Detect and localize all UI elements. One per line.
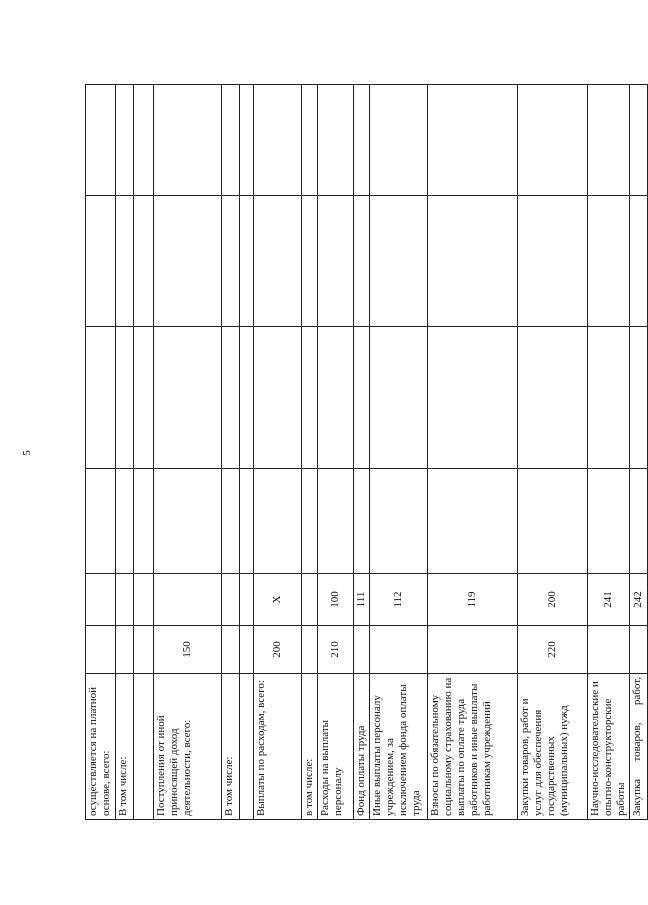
row-name: в том числе:	[302, 674, 318, 820]
row-value-cell	[134, 469, 154, 574]
row-value-cell	[154, 327, 222, 469]
row-value-cell	[222, 327, 240, 469]
row-line-code	[588, 626, 630, 674]
row-classification-code: 119	[428, 574, 518, 626]
row-value-cell	[518, 469, 588, 574]
row-value-cell	[240, 196, 254, 327]
row-line-code	[222, 626, 240, 674]
row-classification-code	[154, 574, 222, 626]
row-classification-code	[240, 574, 254, 626]
row-line-code	[116, 626, 134, 674]
table-row	[134, 85, 154, 820]
row-value-cell	[222, 196, 240, 327]
row-value-cell	[354, 469, 370, 574]
row-value-cell	[302, 327, 318, 469]
row-value-cell	[240, 469, 254, 574]
table-row	[370, 85, 428, 820]
row-name: Поступления от иной приносящей доход деятельности, всего:	[154, 674, 222, 820]
row-classification-code	[134, 574, 154, 626]
row-name	[134, 674, 154, 820]
table-row	[518, 85, 588, 820]
row-value-cell	[630, 327, 648, 469]
row-value-cell	[154, 196, 222, 327]
row-value-cell	[370, 196, 428, 327]
table-row	[354, 85, 370, 820]
table-row	[588, 85, 630, 820]
row-value-cell	[354, 327, 370, 469]
row-value-cell	[588, 469, 630, 574]
row-value-cell	[154, 469, 222, 574]
row-value-cell	[630, 469, 648, 574]
row-line-code: 150	[154, 626, 222, 674]
row-value-cell	[518, 196, 588, 327]
row-value-cell	[86, 327, 116, 469]
row-value-cell	[428, 469, 518, 574]
row-line-code	[370, 626, 428, 674]
row-value-cell	[370, 85, 428, 196]
row-name: Взносы по обязательному социальному страхованию на выплаты по оплате труда работников и иные выплаты работникам учреждений	[428, 674, 518, 820]
row-value-cell	[428, 196, 518, 327]
row-name: осуществляется на платной основе, всего:	[86, 674, 116, 820]
row-name: Закупка товаров, работ,	[630, 674, 648, 820]
row-value-cell	[116, 196, 134, 327]
row-classification-code: 112	[370, 574, 428, 626]
row-value-cell	[302, 469, 318, 574]
row-name: В том числе:	[222, 674, 240, 820]
row-value-cell	[318, 85, 354, 196]
row-value-cell	[370, 469, 428, 574]
row-line-code: 220	[518, 626, 588, 674]
row-value-cell	[134, 327, 154, 469]
row-name: Иные выплаты персоналу учреждением, за исключением фонда оплаты труда	[370, 674, 428, 820]
table-row	[630, 85, 648, 820]
table-row	[154, 85, 222, 820]
row-value-cell	[86, 469, 116, 574]
row-value-cell	[254, 327, 302, 469]
table-row	[302, 85, 318, 820]
row-value-cell	[518, 85, 588, 196]
row-classification-code: 241	[588, 574, 630, 626]
row-value-cell	[116, 327, 134, 469]
page-number: 5	[20, 450, 33, 456]
row-value-cell	[222, 85, 240, 196]
row-value-cell	[518, 327, 588, 469]
row-name: Закупки товаров, работ и услуг для обеспечения государственных (муниципальных) нужд	[518, 674, 588, 820]
row-value-cell	[588, 196, 630, 327]
row-name: Выплаты по расходам, всего:	[254, 674, 302, 820]
row-line-code	[86, 626, 116, 674]
row-line-code	[302, 626, 318, 674]
row-value-cell	[630, 85, 648, 196]
row-value-cell	[240, 85, 254, 196]
row-value-cell	[630, 196, 648, 327]
row-classification-code: 111	[354, 574, 370, 626]
row-classification-code	[86, 574, 116, 626]
row-value-cell	[428, 85, 518, 196]
row-line-code	[134, 626, 154, 674]
table-row	[254, 85, 302, 820]
row-value-cell	[354, 85, 370, 196]
row-classification-code	[222, 574, 240, 626]
row-value-cell	[134, 196, 154, 327]
row-value-cell	[302, 196, 318, 327]
budget-table-area	[85, 85, 644, 820]
row-name: Расходы на выплаты персоналу	[318, 674, 354, 820]
row-value-cell	[154, 85, 222, 196]
row-value-cell	[222, 469, 240, 574]
row-classification-code: 100	[318, 574, 354, 626]
row-name: Фонд оплаты труда	[354, 674, 370, 820]
row-value-cell	[116, 469, 134, 574]
row-value-cell	[318, 469, 354, 574]
row-value-cell	[318, 196, 354, 327]
row-value-cell	[254, 196, 302, 327]
row-value-cell	[240, 327, 254, 469]
row-line-code	[240, 626, 254, 674]
row-value-cell	[116, 85, 134, 196]
row-name	[240, 674, 254, 820]
table-row	[318, 85, 354, 820]
table-row	[116, 85, 134, 820]
row-name: Научно-исследовательские и опытно-конструкторские работы	[588, 674, 630, 820]
row-value-cell	[302, 85, 318, 196]
row-value-cell	[318, 327, 354, 469]
row-line-code: 210	[318, 626, 354, 674]
table-row	[428, 85, 518, 820]
row-value-cell	[354, 196, 370, 327]
row-line-code: 200	[254, 626, 302, 674]
row-value-cell	[428, 327, 518, 469]
row-classification-code: X	[254, 574, 302, 626]
row-value-cell	[86, 196, 116, 327]
financial-plan-table	[85, 84, 648, 820]
row-line-code	[354, 626, 370, 674]
row-value-cell	[254, 469, 302, 574]
row-classification-code: 200	[518, 574, 588, 626]
row-value-cell	[134, 85, 154, 196]
row-value-cell	[588, 327, 630, 469]
row-value-cell	[254, 85, 302, 196]
table-row	[86, 85, 116, 820]
row-value-cell	[370, 327, 428, 469]
row-name: В том числе:	[116, 674, 134, 820]
table-row	[222, 85, 240, 820]
row-classification-code	[302, 574, 318, 626]
row-line-code	[630, 626, 648, 674]
row-value-cell	[588, 85, 630, 196]
table-row	[240, 85, 254, 820]
row-value-cell	[86, 85, 116, 196]
row-line-code	[428, 626, 518, 674]
row-classification-code	[116, 574, 134, 626]
row-classification-code: 242	[630, 574, 648, 626]
